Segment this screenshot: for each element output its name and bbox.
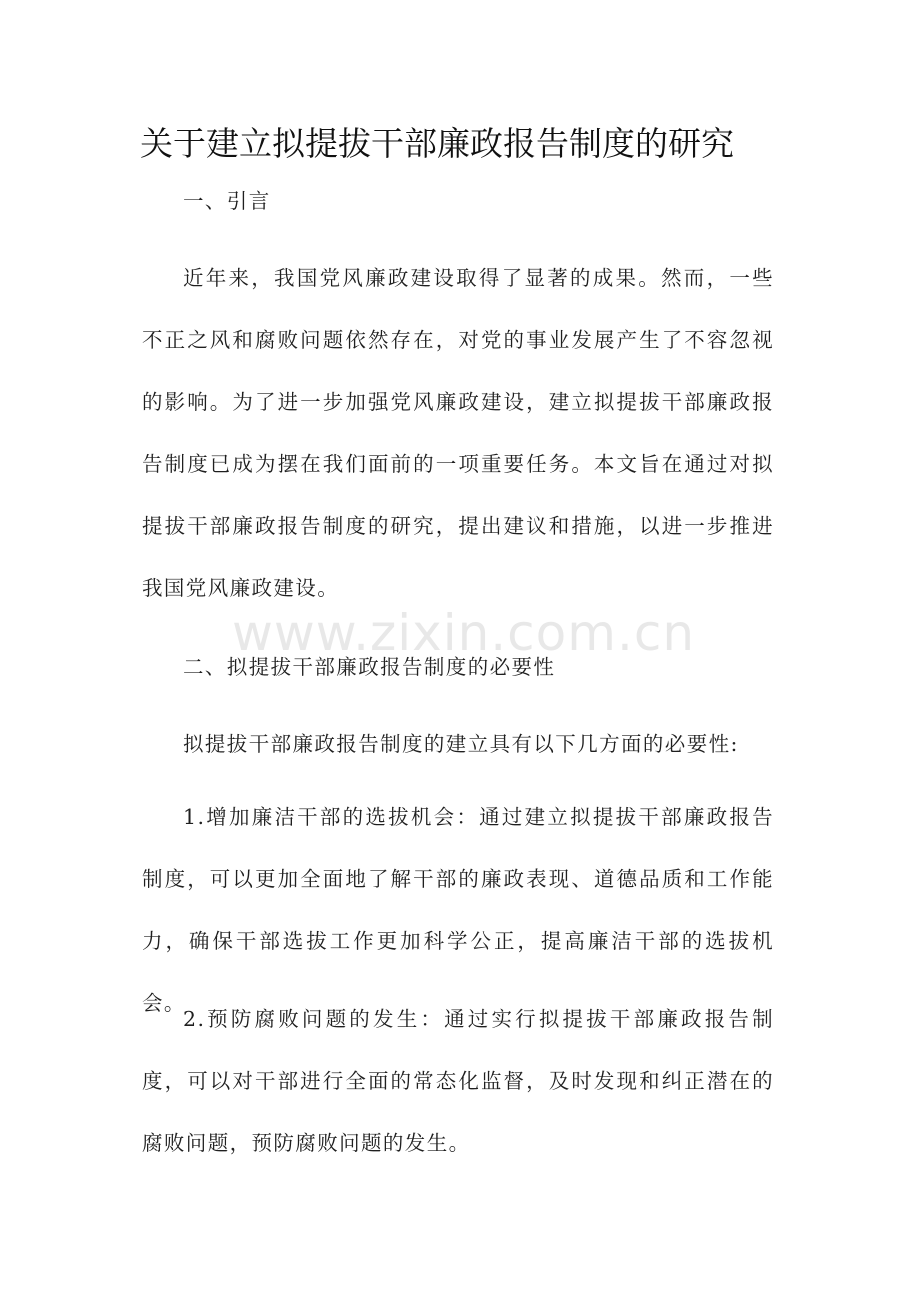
necessity-intro-paragraph: 拟提拔干部廉政报告制度的建立具有以下几方面的必要性: [183, 732, 739, 756]
site-watermark: www.zixin.com.cn [232, 604, 696, 662]
point-1-paragraph: 1.增加廉洁干部的选拔机会：通过建立拟提拔干部廉政报告制度，可以更加全面地了解干部的廉政表现、道德品质和工作能力，确保干部选拔工作更加科学公正，提高廉洁干部的选拔机会。 [142, 805, 774, 1015]
document-title: 关于建立拟提拔干部廉政报告制度的研究 [140, 124, 734, 163]
section-heading-necessity: 二、拟提拔干部廉政报告制度的必要性 [183, 655, 556, 679]
point-2-paragraph: 2.预防腐败问题的发生：通过实行拟提拔干部廉政报告制度，可以对干部进行全面的常态化监督，及时发现和纠正潜在的腐败问题，预防腐败问题的发生。 [142, 1007, 774, 1155]
introduction-paragraph: 近年来，我国党风廉政建设取得了显著的成果。然而，一些不正之风和腐败问题依然存在，对党的事业发展产生了不容忽视的影响。为了进一步加强党风廉政建设，建立拟提拔干部廉政报告制度已成为摆在我们面前的一项重要任务。本文旨在通过对拟提拔干部廉政报告制度的研究，提出建议和措施，以进一步推进我国党风廉政建设。 [142, 266, 774, 600]
section-heading-introduction: 一、引言 [183, 189, 271, 213]
